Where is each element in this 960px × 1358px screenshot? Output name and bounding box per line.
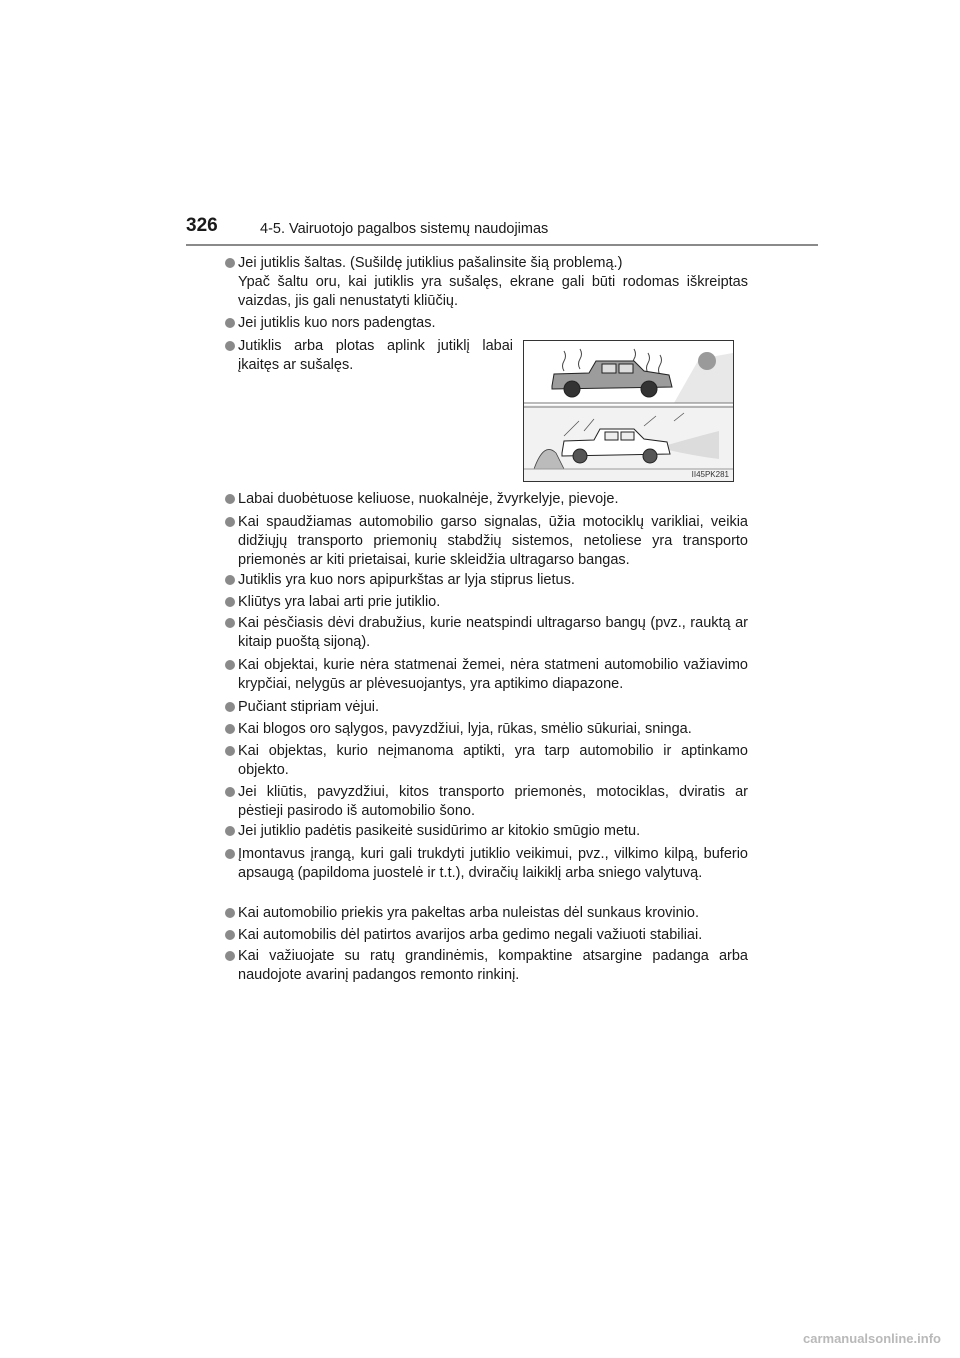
list-item: Kai blogos oro sąlygos, pavyzdžiui, lyja, rūkas, smėlio sūkuriai, sninga. [225,720,748,739]
list-item: Įmontavus įrangą, kuri gali trukdyti jutiklio veikimui, pvz., vilkimo kilpą, buferio apsaugą (papildoma juostelė ir t.t.), dviračių laikiklį arba sniego valytuvą. [225,845,748,883]
bullet-icon [225,930,235,940]
bullet-icon [225,517,235,527]
bullet-icon [225,849,235,859]
bullet-icon [225,826,235,836]
sensor-condition-illustration [523,340,734,482]
list-item: Kai automobilio priekis yra pakeltas arba nuleistas dėl sunkaus krovinio. [225,904,748,923]
bullet-icon [225,724,235,734]
list-item: Kliūtys yra labai arti prie jutiklio. [225,593,748,612]
header-rule [186,244,818,246]
bullet-icon [225,494,235,504]
bullet-icon [225,746,235,756]
bullet-icon [225,908,235,918]
list-item: Kai objektas, kurio neįmanoma aptikti, yra tarp automobilio ir aptinkamo objekto. [225,742,748,780]
bullet-icon [225,258,235,268]
list-item: Jei kliūtis, pavyzdžiui, kitos transporto priemonės, motociklas, dviratis ar pėstieji pasirodo iš automobilio šono. [225,783,748,821]
truck-illustration-icon [524,341,733,481]
watermark: carmanualsonline.info [803,1331,941,1346]
bullet-icon [225,318,235,328]
list-item: Kai pėsčiasis dėvi drabužius, kurie neatspindi ultragarso bangų (pvz., rauktą ar kitaip puoštą sijoną). [225,614,748,652]
figure-code: II45PK281 [691,470,729,479]
bullet-icon [225,702,235,712]
bullet-icon [225,951,235,961]
bullet-icon [225,341,235,351]
bullet-icon [225,575,235,585]
bullet-icon [225,618,235,628]
bullet-icon [225,660,235,670]
list-item: Kai automobilis dėl patirtos avarijos arba gedimo negali važiuoti stabiliai. [225,926,748,945]
list-item: Pučiant stipriam vėjui. [225,698,748,717]
list-item: Jutiklis yra kuo nors apipurkštas ar lyja stiprus lietus. [225,571,748,590]
list-item: Jei jutiklio padėtis pasikeitė susidūrimo ar kitokio smūgio metu. [225,822,748,841]
list-item: Jei jutiklis šaltas. (Sušildę jutiklius pašalinsite šią problemą.) Ypač šaltu oru, kai jutiklis yra sušalęs, ekrane gali būti rodomas iškreiptas vaizdas, jis gali nenustatyti kliūčių. [225,254,748,312]
bullet-icon [225,597,235,607]
page-number: 326 [186,215,218,236]
list-item: Jutiklis arba plotas aplink jutiklį labai įkaitęs ar sušalęs. [225,337,513,375]
list-item: Kai objektai, kurie nėra statmenai žemei, nėra statmeni automobilio važiavimo krypčiai, nelygūs ar plėvesuojantys, yra aptikimo diapazone. [225,656,748,694]
list-item: Jei jutiklis kuo nors padengtas. [225,314,748,333]
list-item: Kai spaudžiamas automobilio garso signalas, ūžia motociklų varikliai, veikia didžiųjų transporto priemonių stabdžių sistemos, netoliese yra transporto priemonės ar kiti prietaisai, kurie skleidžia ultragarso bangas. [225,513,748,571]
list-item: Kai važiuojate su ratų grandinėmis, kompaktine atsargine padanga arba naudojote avarinį padangos remonto rinkinį. [225,947,748,985]
list-item: Labai duobėtuose keliuose, nuokalnėje, žvyrkelyje, pievoje. [225,490,748,509]
section-title: 4-5. Vairuotojo pagalbos sistemų naudojimas [260,221,549,237]
bullet-icon [225,787,235,797]
